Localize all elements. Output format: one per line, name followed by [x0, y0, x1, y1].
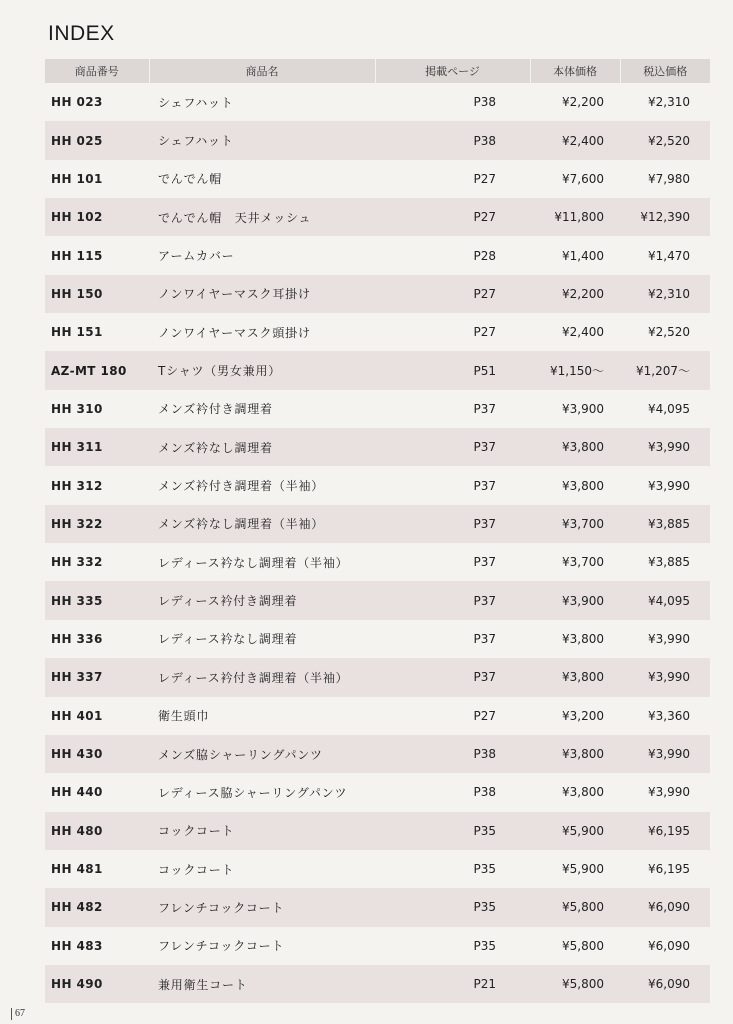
page-ref: P38: [473, 785, 496, 800]
page-ref: P35: [473, 862, 496, 877]
table-row: [45, 83, 710, 121]
product-name: レディース衿付き調理着（半袖）: [149, 658, 375, 696]
header-page: 掲載ページ: [375, 59, 530, 83]
base-price: ¥3,900: [530, 581, 620, 619]
product-code: HH 401: [51, 708, 103, 723]
product-name: Tシャツ（男女兼用）: [149, 351, 375, 389]
tax-price: ¥1,207～: [620, 351, 710, 389]
page-ref: P27: [375, 275, 530, 313]
table-row: [45, 121, 710, 159]
tax-price: ¥6,090: [620, 888, 710, 926]
table-header-row: [45, 59, 710, 83]
product-code: HH 310: [51, 401, 103, 416]
product-name: メンズ脇シャーリングパンツ: [149, 735, 375, 773]
tax-price: ¥3,885: [620, 505, 710, 543]
header-name: 商品名: [149, 59, 375, 83]
product-code: HH 322: [45, 505, 149, 543]
product-name: シェフハット: [149, 121, 375, 159]
table-row: [45, 927, 710, 965]
tax-price: ¥3,990: [620, 658, 710, 696]
product-name: メンズ衿なし調理着（半袖）: [149, 505, 375, 543]
page-ref: P37: [473, 555, 496, 570]
page-ref: P37: [473, 478, 496, 493]
product-code: HH 440: [51, 785, 103, 800]
product-name: 衛生頭巾: [158, 709, 210, 724]
page-ref: P38: [375, 121, 530, 159]
base-price: ¥5,800: [530, 965, 620, 1003]
page-ref: P38: [473, 95, 496, 110]
product-name: メンズ衿なし調理着: [149, 428, 375, 466]
page-ref: P27: [473, 708, 496, 723]
page-ref: P35: [473, 938, 496, 953]
product-code: HH 151: [51, 325, 103, 340]
table-row: [45, 390, 710, 428]
base-price: ¥3,700: [562, 555, 604, 570]
base-price: ¥2,200: [562, 95, 604, 110]
table-row: [45, 888, 710, 926]
product-name: フレンチコックコート: [158, 939, 285, 954]
product-name: シェフハット: [158, 95, 234, 110]
product-name: 兼用衛生コート: [149, 965, 375, 1003]
table-row: [45, 658, 710, 696]
product-name: メンズ衿付き調理着: [158, 402, 273, 417]
product-code: HH 430: [45, 735, 149, 773]
product-code: HH 025: [45, 121, 149, 159]
product-code: HH 312: [51, 478, 103, 493]
base-price: ¥5,900: [562, 862, 604, 877]
page-ref: P37: [473, 401, 496, 416]
tax-price: ¥2,310: [620, 275, 710, 313]
table-row: [45, 735, 710, 773]
product-name: レディース衿付き調理着: [149, 581, 375, 619]
table-row: [45, 160, 710, 198]
base-price: ¥3,700: [530, 505, 620, 543]
base-price: ¥2,400: [562, 325, 604, 340]
base-price: ¥5,900: [530, 812, 620, 850]
page-number: 67: [11, 1008, 25, 1020]
page-ref: P27: [375, 198, 530, 236]
page-title: INDEX: [48, 22, 115, 45]
product-name: でんでん帽: [158, 172, 223, 187]
tax-price: ¥3,885: [648, 555, 690, 570]
table-row: [45, 275, 710, 313]
product-name: コックコート: [149, 812, 375, 850]
page-ref: P27: [473, 171, 496, 186]
product-code: HH 101: [51, 171, 103, 186]
tax-price: ¥3,990: [620, 428, 710, 466]
product-name: レディース脇シャーリングパンツ: [158, 785, 348, 800]
page-ref: P27: [473, 325, 496, 340]
tax-price: ¥2,520: [620, 121, 710, 159]
tax-price: ¥3,990: [620, 735, 710, 773]
tax-price: ¥2,520: [648, 325, 690, 340]
tax-price: ¥3,990: [648, 785, 690, 800]
page-ref: P28: [473, 248, 496, 263]
page-ref: P37: [375, 658, 530, 696]
tax-price: ¥12,390: [620, 198, 710, 236]
base-price: ¥3,800: [562, 478, 604, 493]
product-code: HH 335: [45, 581, 149, 619]
tax-price: ¥1,470: [648, 248, 690, 263]
product-code: AZ-MT 180: [45, 351, 149, 389]
product-code: HH 311: [45, 428, 149, 466]
product-code: HH 337: [45, 658, 149, 696]
table-row: [45, 313, 710, 351]
base-price: ¥3,800: [530, 428, 620, 466]
tax-price: ¥6,195: [620, 812, 710, 850]
table-row: [45, 428, 710, 466]
product-name: レディース衿なし調理着（半袖）: [158, 555, 349, 570]
table-row: [45, 620, 710, 658]
base-price: ¥3,200: [562, 708, 604, 723]
page-ref: P35: [375, 812, 530, 850]
product-code: HH 150: [45, 275, 149, 313]
page-ref: P37: [375, 428, 530, 466]
tax-price: ¥6,195: [648, 862, 690, 877]
product-name: でんでん帽 天井メッシュ: [149, 198, 375, 236]
product-code: HH 332: [51, 555, 103, 570]
page-ref: P37: [375, 505, 530, 543]
table-row: [45, 812, 710, 850]
table-row: [45, 543, 710, 581]
table-row: [45, 773, 710, 811]
base-price: ¥7,600: [562, 171, 604, 186]
product-code: HH 115: [51, 248, 103, 263]
base-price: ¥3,800: [562, 785, 604, 800]
tax-price: ¥6,090: [648, 938, 690, 953]
tax-price: ¥4,095: [648, 401, 690, 416]
product-name: ノンワイヤーマスク頭掛け: [158, 325, 311, 340]
product-code: HH 480: [45, 812, 149, 850]
product-name: ノンワイヤーマスク耳掛け: [149, 275, 375, 313]
tax-price: ¥2,310: [648, 95, 690, 110]
table-row: [45, 198, 710, 236]
base-price: ¥2,400: [530, 121, 620, 159]
product-name: フレンチコックコート: [149, 888, 375, 926]
base-price: ¥3,800: [530, 735, 620, 773]
table-row: [45, 697, 710, 735]
tax-price: ¥3,990: [648, 478, 690, 493]
base-price: ¥3,900: [562, 401, 604, 416]
tax-price: ¥3,990: [648, 631, 690, 646]
product-code: HH 483: [51, 938, 103, 953]
table-body: [45, 83, 710, 1003]
base-price: ¥11,800: [530, 198, 620, 236]
page-ref: P37: [473, 631, 496, 646]
product-code: HH 481: [51, 862, 103, 877]
table-row: [45, 850, 710, 888]
index-table: [45, 59, 710, 1003]
product-name: レディース衿なし調理着: [158, 632, 298, 647]
tax-price: ¥4,095: [620, 581, 710, 619]
table-row: [45, 236, 710, 274]
product-code: HH 102: [45, 198, 149, 236]
table-row: [45, 505, 710, 543]
tax-price: ¥3,360: [648, 708, 690, 723]
header-tax-price: 税込価格: [620, 59, 710, 83]
base-price: ¥2,200: [530, 275, 620, 313]
base-price: ¥5,800: [562, 938, 604, 953]
tax-price: ¥7,980: [648, 171, 690, 186]
base-price: ¥1,400: [562, 248, 604, 263]
page-ref: P35: [375, 888, 530, 926]
base-price: ¥5,800: [530, 888, 620, 926]
table-row: [45, 581, 710, 619]
page-ref: P37: [375, 581, 530, 619]
tax-price: ¥6,090: [620, 965, 710, 1003]
base-price: ¥1,150～: [530, 351, 620, 389]
product-code: HH 336: [51, 631, 103, 646]
header-base-price: 本体価格: [530, 59, 620, 83]
product-code: HH 482: [45, 888, 149, 926]
product-name: コックコート: [158, 862, 235, 877]
table-row: [45, 965, 710, 1003]
product-code: HH 023: [51, 95, 103, 110]
table-row: [45, 351, 710, 389]
page-ref: P51: [375, 351, 530, 389]
table-row: [45, 466, 710, 504]
page-ref: P21: [375, 965, 530, 1003]
product-name: メンズ衿付き調理着（半袖）: [158, 479, 325, 494]
product-name: アームカバー: [158, 249, 235, 264]
base-price: ¥3,800: [562, 631, 604, 646]
base-price: ¥3,800: [530, 658, 620, 696]
page-ref: P38: [375, 735, 530, 773]
header-code: 商品番号: [45, 59, 149, 83]
product-code: HH 490: [45, 965, 149, 1003]
